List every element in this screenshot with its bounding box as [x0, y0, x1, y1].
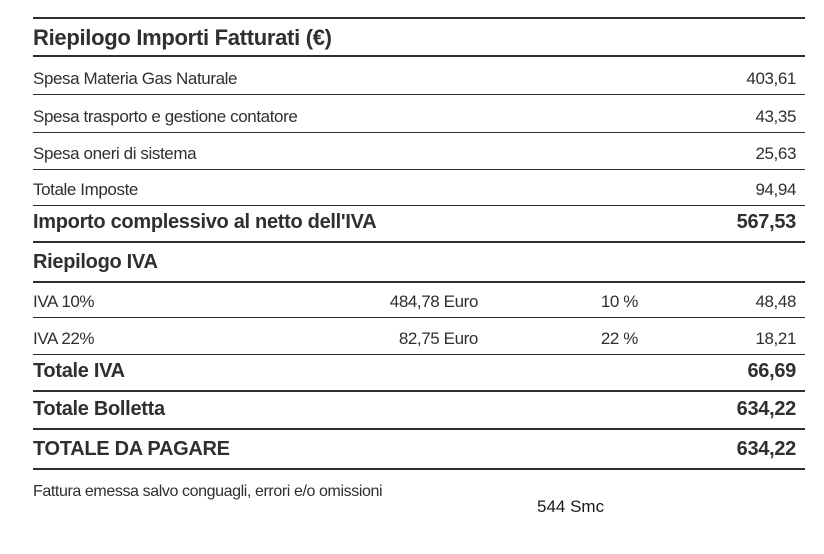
row-amount: 634,22: [736, 438, 796, 460]
table-row-iva-10: [33, 283, 805, 318]
section-header-riepilogo-iva: [33, 243, 805, 283]
table-row-spesa-oneri: [33, 133, 805, 170]
table-row-spesa-trasporto: [33, 95, 805, 133]
row-label: IVA 10%: [33, 292, 95, 311]
row-label: Spesa trasporto e gestione contatore: [33, 107, 298, 126]
row-amount: 94,94: [755, 180, 796, 199]
row-amount: 403,61: [746, 69, 796, 88]
smc-annotation: 544 Smc: [537, 497, 605, 516]
footer-note: Fattura emessa salvo conguagli, errori e/o omissioni: [33, 483, 383, 500]
row-label: Spesa Materia Gas Naturale: [33, 69, 238, 88]
table-row-totale-iva: [33, 355, 805, 392]
table-row-iva-22: [33, 318, 805, 355]
row-label: Totale IVA: [33, 360, 125, 382]
row-label: TOTALE DA PAGARE: [33, 438, 230, 460]
row-label: Importo complessivo al netto dell'IVA: [33, 211, 377, 233]
row-amount: 66,69: [747, 360, 796, 382]
row-label: Totale Imposte: [33, 180, 138, 199]
row-label: Spesa oneri di sistema: [33, 144, 197, 163]
invoice-summary-table: [33, 17, 805, 501]
row-label: IVA 22%: [33, 329, 95, 348]
row-amount: 48,48: [755, 292, 796, 311]
row-amount: 18,21: [755, 329, 796, 348]
table-row-importo-netto-iva: [33, 206, 805, 243]
table-row-totale-da-pagare: [33, 430, 805, 470]
row-taxable-base: 484,78 Euro: [389, 292, 478, 311]
section-title: Riepilogo IVA: [33, 251, 158, 273]
section-title-row: [33, 17, 805, 57]
row-amount: 634,22: [736, 398, 796, 420]
row-label: Totale Bolletta: [33, 398, 165, 420]
row-amount: 43,35: [755, 107, 796, 126]
table-row-totale-imposte: [33, 170, 805, 206]
table-row-spesa-materia: [33, 57, 805, 95]
row-amount: 25,63: [755, 144, 796, 163]
row-tax-rate: 22 %: [600, 329, 638, 348]
table-row-totale-bolletta: [33, 392, 805, 430]
row-amount: 567,53: [736, 211, 796, 233]
row-tax-rate: 10 %: [600, 292, 638, 311]
page-title: Riepilogo Importi Fatturati (€): [33, 25, 332, 50]
row-taxable-base: 82,75 Euro: [398, 329, 478, 348]
